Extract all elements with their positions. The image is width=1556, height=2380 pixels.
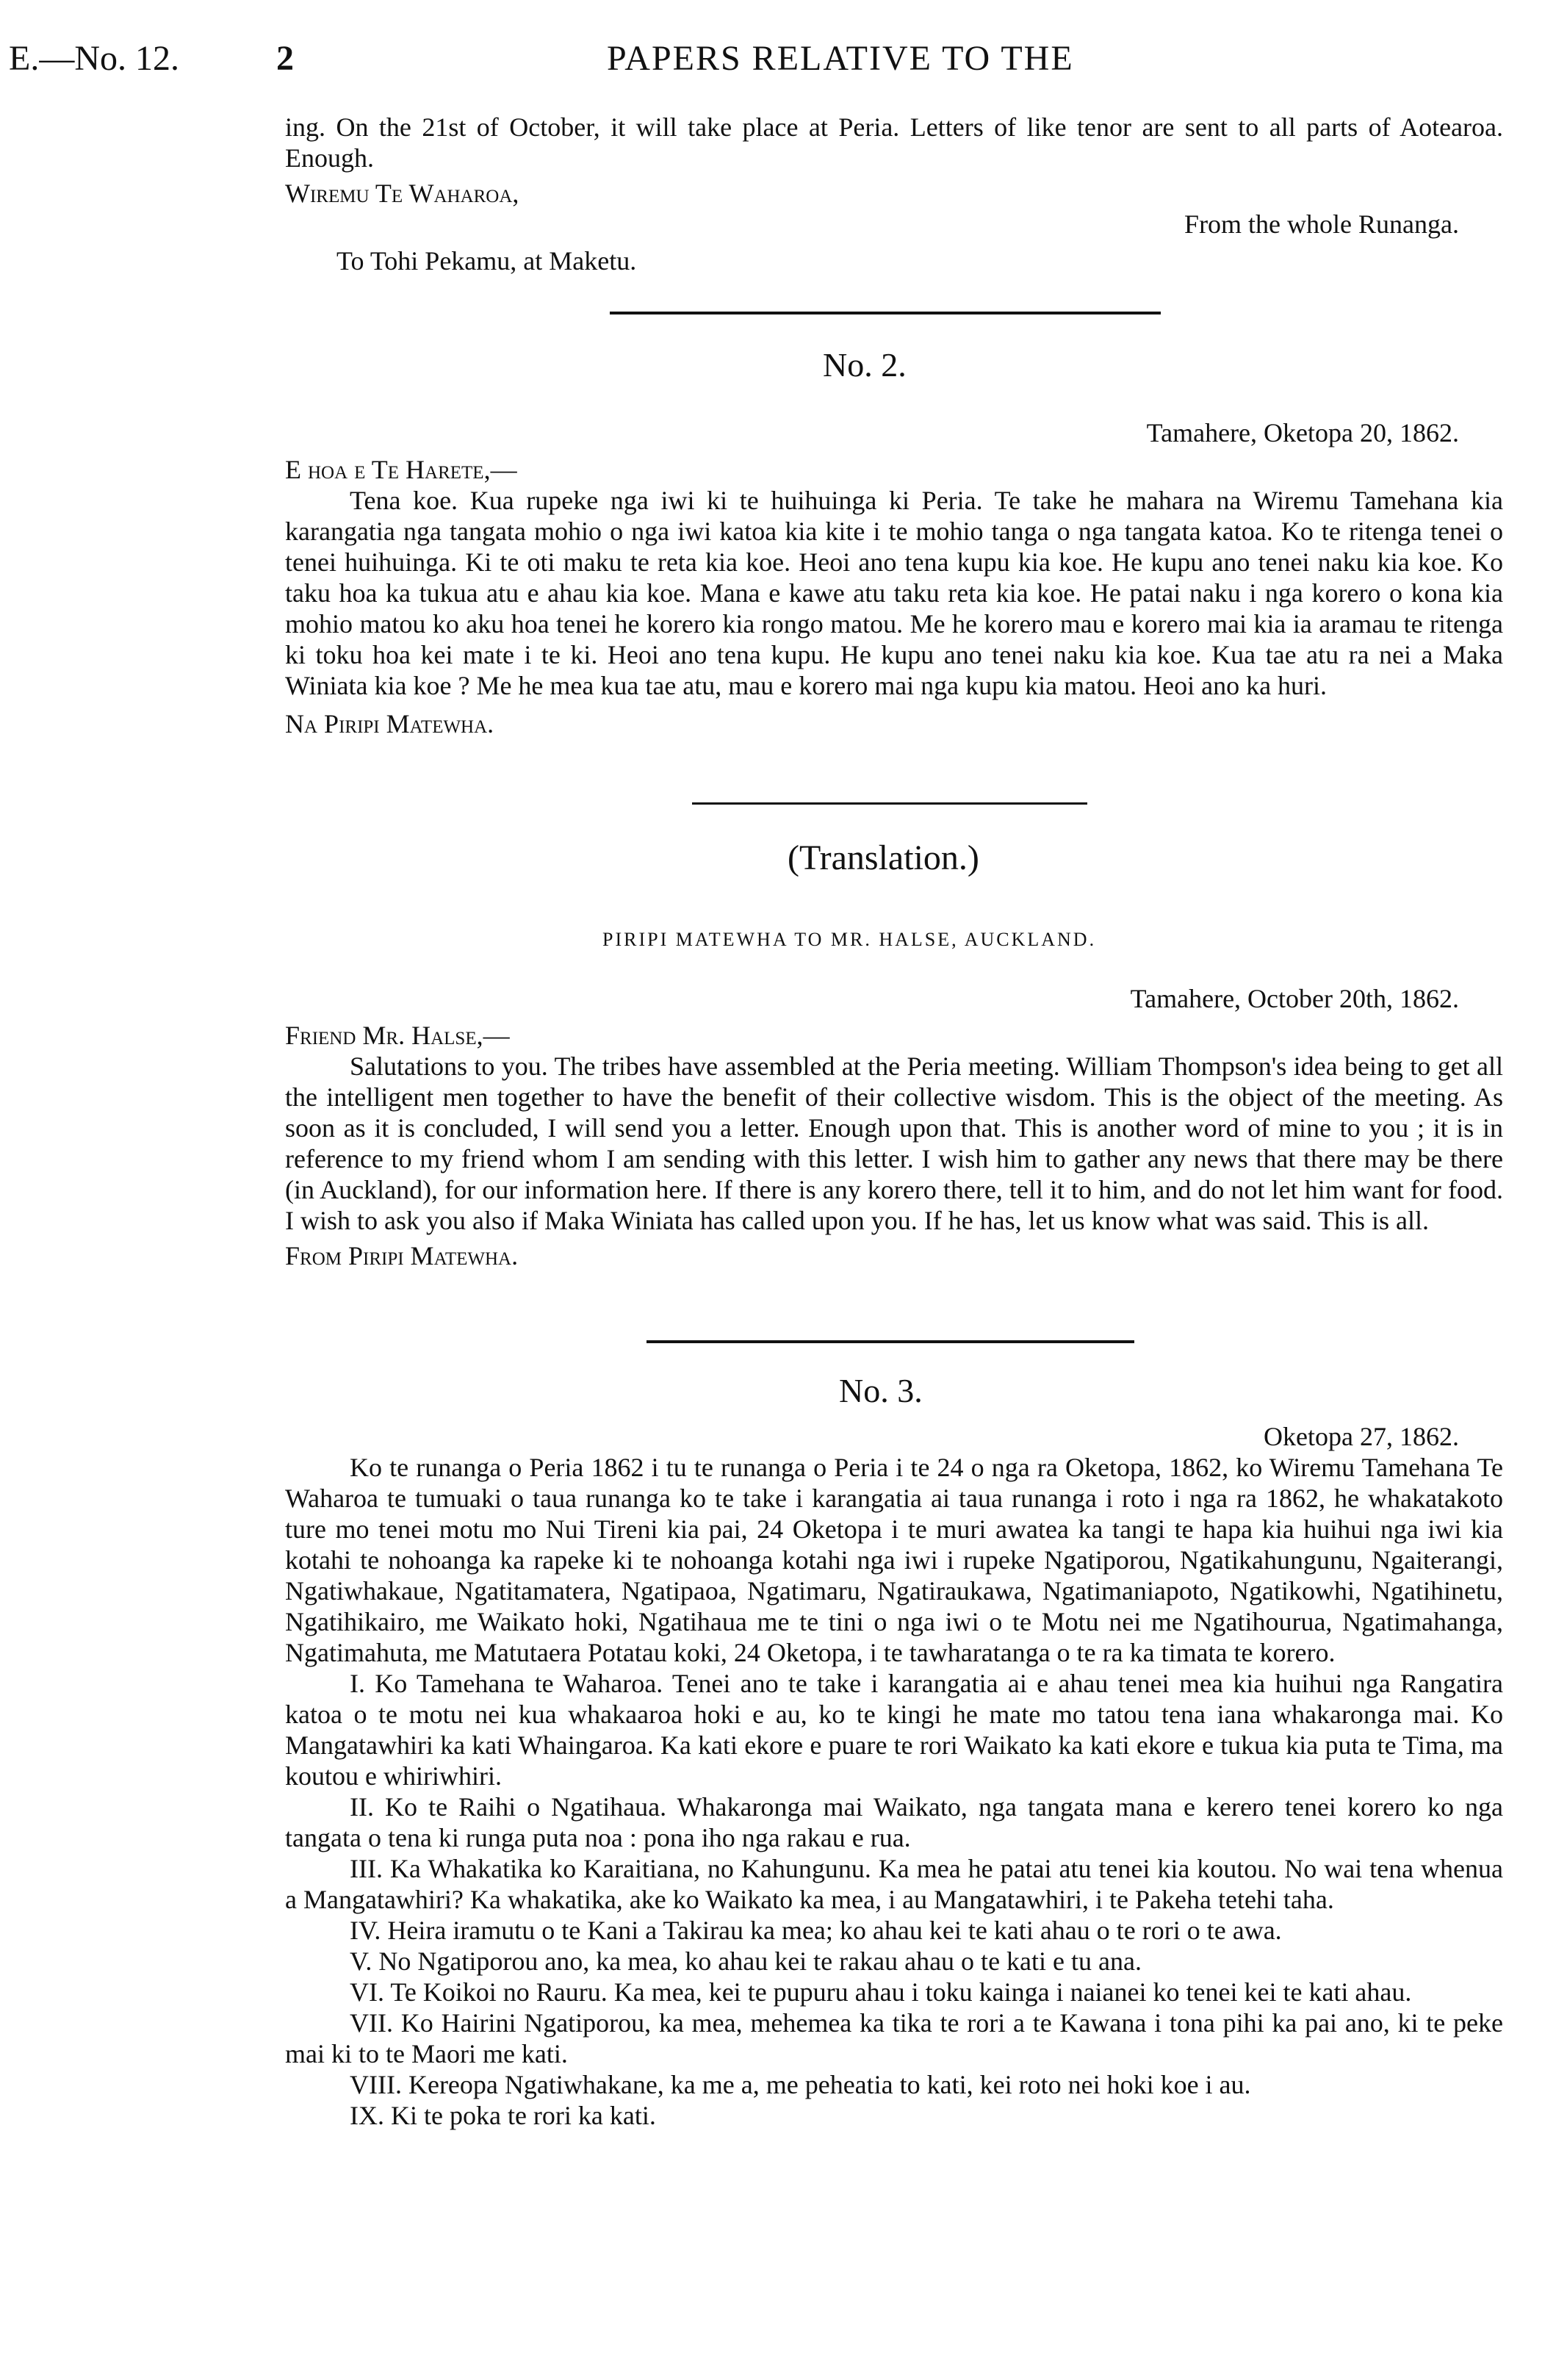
list-item: IX. Ki te poka te rori ka kati. xyxy=(350,2101,656,2130)
list-item: III. Ka Whakatika ko Karaitiana, no Kahungunu. Ka mea he patai atu tenei kia koutou. No wai tena whenua a Mangatawhiri? Ka whakatika, ake ko Waikato ka mea, i au Mangatawhiri, i te Pakeha tetehi taha. xyxy=(285,1854,1503,1914)
record-no3-intro: Ko te runanga o Peria 1862 i tu te runanga o Peria i te 24 o nga ra Oketopa, 1862, ko Wiremu Tamehana Te Waharoa te tumuaki o taua runanga ko te take i karangatia ai taua runanga i roto i nga ra 1862, he whakatakoto ture mo tenei motu mo Nui Tireni kia pai, 24 Oketopa i te muri awatea ka tangi te hapa kia huihui nga iwi kia kotahi te nohoanga ka rapeke ki te nohoanga kotahi nga iwi i rupeke Ngatiporou, Ngatikahungunu, Ngaiterangi, Ngatiwhakaue, Ngatitamatera, Ngatipaoa, Ngatimaru, Ngatiraukawa, Ngatimaniapoto, Ngatikowhi, Ngatihinetu, Ngatihikairo, me Waikato hoki, Ngatihaua me te tini o nga iwi o te Motu nei me Ngatihourua, Ngatimahanga, Ngatimahuta, me Matutaera Potatau koki, 24 Oketopa, i te tawharatanga o te ra ka timata te korero. xyxy=(285,1453,1503,1667)
list-item: I. Ko Tamehana te Waharoa. Tenei ano te take i karangatia ai e ahau tenei mea kia huihui nga Rangatira katoa o te motu nei kua whakaaroa hoki e au, ko te kingi he mate mo tatou tena iana whakaronga mai. Ko Mangatawhiri ka kati Whaingaroa. Ka kati ekore e puare te rori Waikato ka kati ekore e tukua kia puta te Tima, ma koutou e whiriwhiri. xyxy=(285,1669,1503,1791)
section-divider xyxy=(610,312,1161,314)
record-no3-date: Oketopa 27, 1862. xyxy=(1264,1422,1459,1451)
letter-no2-body: Tena koe. Kua rupeke nga iwi ki te huihuinga ki Peria. Te take he mahara na Wiremu Tamehana kia karangatia nga tangata mohio o nga iwi katoa kia kite i te mohio tanga o nga tangata katoa. Ko te ritenga tenei o tenei huihuinga. Ki te oti maku te reta kia koe. Heoi ano tena kupu kia koe. He kupu ano tenei naku kia koe. Ko taku hoa ka tukua atu e ahau kia koe. Mana e kawe atu taku reta kia koe. He patai naku i nga korero o kona kia mohio matou ko aku hoa tenei he korero kia rongo matou. Me he korero mau e korero mai kia ia aramau te ritenga ki toku hoa kei mate i te ki. Heoi ano tena kupu. He kupu ano tenei naku kia koe. Kua tae atu ra nei a Maka Winiata kia koe ? Me he mea kua tae atu, mau e korero mai nga kupu kia matou. Heoi ano ka huri. xyxy=(285,486,1503,700)
record-no3 xyxy=(285,1421,1503,2131)
letter-no2 xyxy=(285,417,1503,739)
previous-letter xyxy=(285,112,1503,276)
list-item: VIII. Kereopa Ngatiwhakane, ka me a, me peheatia to kati, kei roto nei hoki koe i au. xyxy=(350,2070,1251,2099)
record-no3-heading: No. 3. xyxy=(839,1372,923,1409)
letter-no2-heading: No. 2. xyxy=(823,346,907,384)
list-item: V. No Ngatiporou ano, ka mea, ko ahau kei te rakau ahau o te kati e tu ana. xyxy=(350,1946,1142,1976)
translation-letter xyxy=(285,983,1503,1271)
letter-no2-signature: Na Piripi Matewha. xyxy=(285,709,494,738)
previous-letter-from: From the whole Runanga. xyxy=(1184,209,1459,239)
letter-no2-place-date: Tamahere, Oketopa 20, 1862. xyxy=(1146,418,1459,447)
section-divider xyxy=(692,802,1087,805)
translation-body: Salutations to you. The tribes have assembled at the Peria meeting. William Thompson's idea being to get all the intelligent men together to have the benefit of their collective wisdom. This is the object of the meeting. As soon as it is concluded, I will send you a letter. Enough upon that. This is another word of mine to you ; it is in reference to my friend whom I am sending with this letter. I wish him to gather any news that there may be there (in Auckland), for our information here. If there is any korero there, tell it to him, and do not let him want for food. I wish to ask you also if Maka Winiata has called upon you. If he has, let us know what was said. This is all. xyxy=(285,1051,1503,1235)
translation-heading: (Translation.) xyxy=(788,838,979,877)
translation-place-date: Tamahere, October 20th, 1862. xyxy=(1130,984,1459,1013)
page-title: PAPERS RELATIVE TO THE xyxy=(607,39,1074,78)
running-header xyxy=(0,38,1556,82)
letter-no2-salutation: E hoa e Te Harete,— xyxy=(285,455,517,484)
list-item: IV. Heira iramutu o te Kani a Takirau ka mea; ko ahau kei te kati ahau o te rori o te awa. xyxy=(350,1916,1282,1945)
series-label: E.—No. 12. xyxy=(9,39,179,78)
list-item: VII. Ko Hairini Ngatiporou, ka mea, mehemea ka tika te rori a te Kawana i tona pihi ka pai ano, ki te peke mai ki to te Maori me kati. xyxy=(285,2008,1503,2068)
previous-letter-signature: Wiremu Te Waharoa, xyxy=(285,179,519,208)
translation-signature: From Piripi Matewha. xyxy=(285,1241,519,1270)
list-item: II. Ko te Raihi o Ngatihaua. Whakaronga mai Waikato, nga tangata mana e kerero tenei korero ko nga tangata o tena ki runga puta noa : pona iho nga rakau e rua. xyxy=(285,1792,1503,1852)
previous-letter-addressee: To Tohi Pekamu, at Maketu. xyxy=(336,246,637,276)
list-item: VI. Te Koikoi no Rauru. Ka mea, kei te pupuru ahau i toku kainga i naianei ko tenei kei te kati ahau. xyxy=(350,1977,1412,2007)
translation-salutation: Friend Mr. Halse,— xyxy=(285,1021,510,1050)
section-divider xyxy=(646,1340,1134,1343)
record-no3-speeches xyxy=(285,1668,1503,2131)
translation-subheading: PIRIPI MATEWHA TO MR. HALSE, AUCKLAND. xyxy=(602,929,1097,950)
page-number: 2 xyxy=(276,39,294,78)
previous-letter-text: ing. On the 21st of October, it will take place at Peria. Letters of like tenor are sent to all parts of Aotearoa. Enough. xyxy=(285,112,1503,173)
